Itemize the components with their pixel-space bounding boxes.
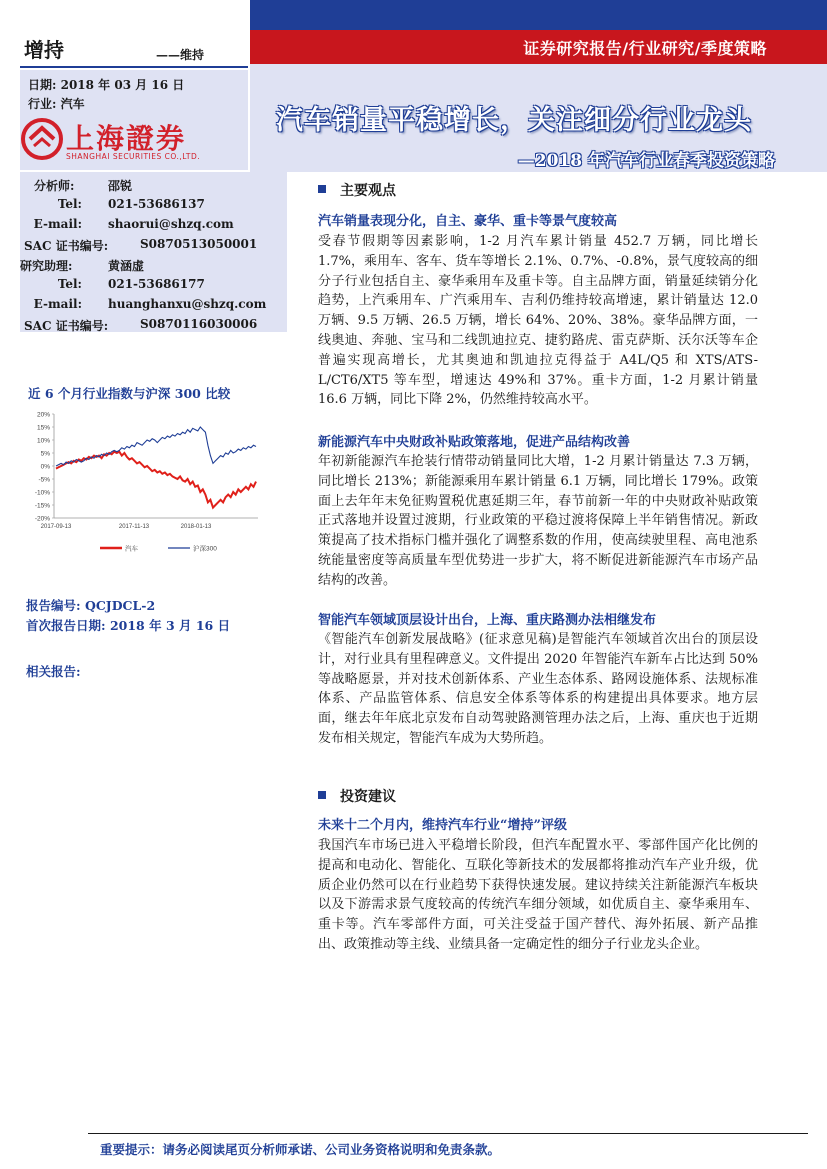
rating-label: 增持	[24, 38, 64, 62]
paragraph: 年初新能源汽车抢装行情带动销量同比大增，1-2 月累计销量达 7.3 万辆，同比增长 213%；新能源乘用车累计销量 6.1 万辆，同比增长 179%。政策面上去年年末免征购置税优惠延期三年，春节前新一年的中央财政补贴政策正式落地并设置过渡期，行业政策的平稳过渡将保障上半年销售情况。新政策提高了技术指标门槛并强化了调整系数的作用，使高续驶里程、高电池系统能量密度等高质量车型优势进一步扩大，将不断促进新能源汽车市场产品结构的改善。	[318, 454, 758, 588]
rating-divider	[20, 66, 248, 68]
report-type: 证券研究报告/行业研究/季度策略	[523, 39, 767, 58]
subheading: 新能源汽车中央财政补贴政策落地，促进产品结构改善	[318, 435, 631, 450]
y-tick-label: -15%	[34, 502, 50, 510]
paragraph: 《智能汽车创新发展战略》(征求意见稿)是智能汽车领域首次出台的顶层设计，对行业具有里程碑意义。文件提出 2020 年智能汽车新车占比达到 50%等战略愿景，并对技术创新体系、产业生态体系、路网设施体系、法规标准体系、产品监管体系、信息安全体系等体系的构建提出具体要求。地方层面，继去年年底北京发布自动驾驶路测管理办法之后，上海、重庆也于近期发布相关规定，智能汽车成为大势所趋。	[318, 632, 758, 746]
report-industry: 行业: 汽车	[28, 97, 85, 111]
y-tick-label: 5%	[40, 450, 50, 458]
header-blue-bar	[250, 0, 827, 30]
sub-title: —2018 年汽车行业春季投资策略	[517, 151, 775, 171]
rating-sub: ——维持	[156, 48, 205, 62]
x-tick-label: 2017-09-13	[40, 524, 72, 530]
related-reports: 相关报告:	[26, 664, 81, 679]
section-heading: 主要观点	[318, 180, 396, 200]
subheading: 汽车销量表现分化，自主、豪华、重卡等景气度较高	[318, 214, 618, 229]
section-heading: 投资建议	[318, 786, 396, 806]
logo-english-name: SHANGHAI SECURITIES CO.,LTD.	[66, 152, 201, 161]
index-comparison-chart	[28, 402, 268, 562]
footer-notice: 重要提示：请务必阅读尾页分析师承诺、公司业务资格说明和免责条款。	[100, 1142, 501, 1157]
footer-divider	[88, 1133, 808, 1134]
y-tick-label: -10%	[34, 489, 50, 497]
y-tick-label: 10%	[36, 437, 50, 445]
x-tick-label: 2018-01-13	[180, 524, 212, 530]
left-column	[0, 0, 287, 1169]
square-bullet-icon	[318, 791, 326, 799]
series-line-auto	[56, 452, 256, 508]
paragraph: 受春节假期等因素影响，1-2 月汽车累计销量 452.7 万辆，同比增长 1.7%，乘用车、客车、货车等增长 2.1%、0.7%、-0.8%，景气度较高的细分子行业包括自主、豪华乘用车及重卡等。自主品牌方面，销量延续销分化趋势，上汽乘用车、广汽乘用车、吉利仍维持较高增速，累计销量达 12.0 万辆、9.5 万辆、26.5 万辆，增长 64%、20%、38%。豪华品牌方面，一线奥迪、奔驰、宝马和二线凯迪拉克、捷豹路虎、雷克萨斯、沃尔沃等车企普遍实现高增长，尤其奥迪和凯迪拉克得益于 A4L/Q5 和 XTS/ATS-L/CT6/XT5 等车型，增速达 49%和 37%。重卡方面，1-2 月累计销量 16.6 万辆，同比下降 2%，仍然维持较高水平。	[318, 234, 758, 408]
legend-label: 沪深300	[193, 545, 217, 553]
y-tick-label: 15%	[36, 424, 50, 432]
paragraph: 我国汽车市场已进入平稳增长阶段，但汽车配置水平、零部件国产化比例的提高和电动化、智能化、互联化等新技术的发展都将推动汽车产业升级，优质企业仍然可以在行业趋势下获得快速发展。建议持续关注新能源汽车板块以及下游需求景气度较高的传统汽车细分领域，如优质自主、豪华乘用车、重卡等。汽车零部件方面，可关注受益于国产替代、海外拓展、新产品推出、政策推动等主线、业绩具备一定确定性的细分子行业龙头企业。	[318, 838, 758, 952]
analyst-block: 分析师: 邵锐 Tel: 021-53686137 E-mail: shaorui@shzq.com SAC 证书编号: S0870513050001 研究助理: 黄涵虚 Tel: 021-53686177 E-mail: huanghanxu@shzq.com SAC 证书编号: S0870116030006	[20, 172, 287, 332]
chart-title: 近 6 个月行业指数与沪深 300 比较	[28, 386, 231, 401]
square-bullet-icon	[318, 185, 326, 193]
legend-label: 汽车	[125, 545, 138, 553]
logo-name: 上海證券	[66, 122, 187, 155]
x-tick-label: 2017-11-13	[118, 524, 150, 530]
first-report-date: 首次报告日期: 2018 年 3 月 16 日	[26, 618, 231, 633]
subheading: 未来十二个月内，维持汽车行业“增持”评级	[318, 818, 567, 833]
subheading: 智能汽车领域顶层设计出台，上海、重庆路测办法相继发布	[318, 613, 657, 628]
report-date: 日期: 2018 年 03 月 16 日	[28, 78, 185, 92]
y-tick-label: 20%	[36, 411, 50, 419]
y-tick-label: -5%	[38, 476, 50, 484]
y-tick-label: -20%	[34, 515, 50, 523]
main-title: 汽车销量平稳增长，关注细分行业龙头	[276, 105, 752, 136]
logo-emblem-icon	[23, 120, 61, 158]
report-code: 报告编号: QCJDCL-2	[26, 598, 156, 613]
y-tick-label: 0%	[40, 463, 50, 471]
